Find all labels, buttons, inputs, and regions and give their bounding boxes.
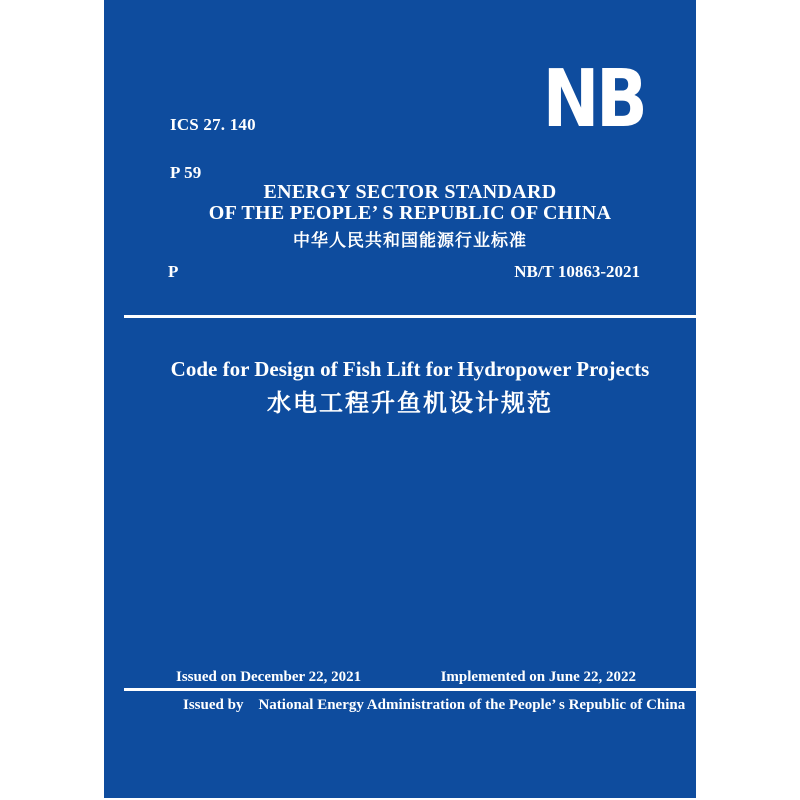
nb-logo: NB	[542, 53, 644, 145]
title-chinese: 水电工程升鱼机设计规范	[267, 391, 553, 417]
org-name-cn: 中华人民共和国能源行业标准	[293, 231, 527, 250]
issued-by-label: Issued by	[183, 697, 244, 713]
org-name-en-line2: OF THE PEOPLE’ S REPUBLIC OF CHINA	[208, 202, 612, 224]
standard-cover	[104, 0, 696, 798]
issued-by-row	[183, 697, 696, 713]
issued-date: Issued on December 22, 2021	[176, 669, 362, 685]
org-name-en-line1: ENERGY SECTOR STANDARD	[263, 181, 557, 203]
dates-row	[176, 669, 636, 685]
issued-by-org: National Energy Administration of the People’ s Republic of China	[258, 697, 686, 713]
standard-number: NB/T 10863-2021	[514, 262, 640, 281]
divider-top-rule	[124, 315, 696, 318]
doc-class-code: P 59	[170, 163, 202, 182]
implemented-date: Implemented on June 22, 2022	[440, 669, 636, 685]
class-and-number-row	[168, 262, 640, 282]
title-english: Code for Design of Fish Lift for Hydropower Projects	[170, 357, 650, 381]
standard-heading	[124, 182, 696, 250]
doc-class-letter: P	[168, 262, 179, 281]
divider-bottom-rule	[124, 688, 696, 691]
ics-code: ICS 27. 140	[170, 115, 256, 134]
